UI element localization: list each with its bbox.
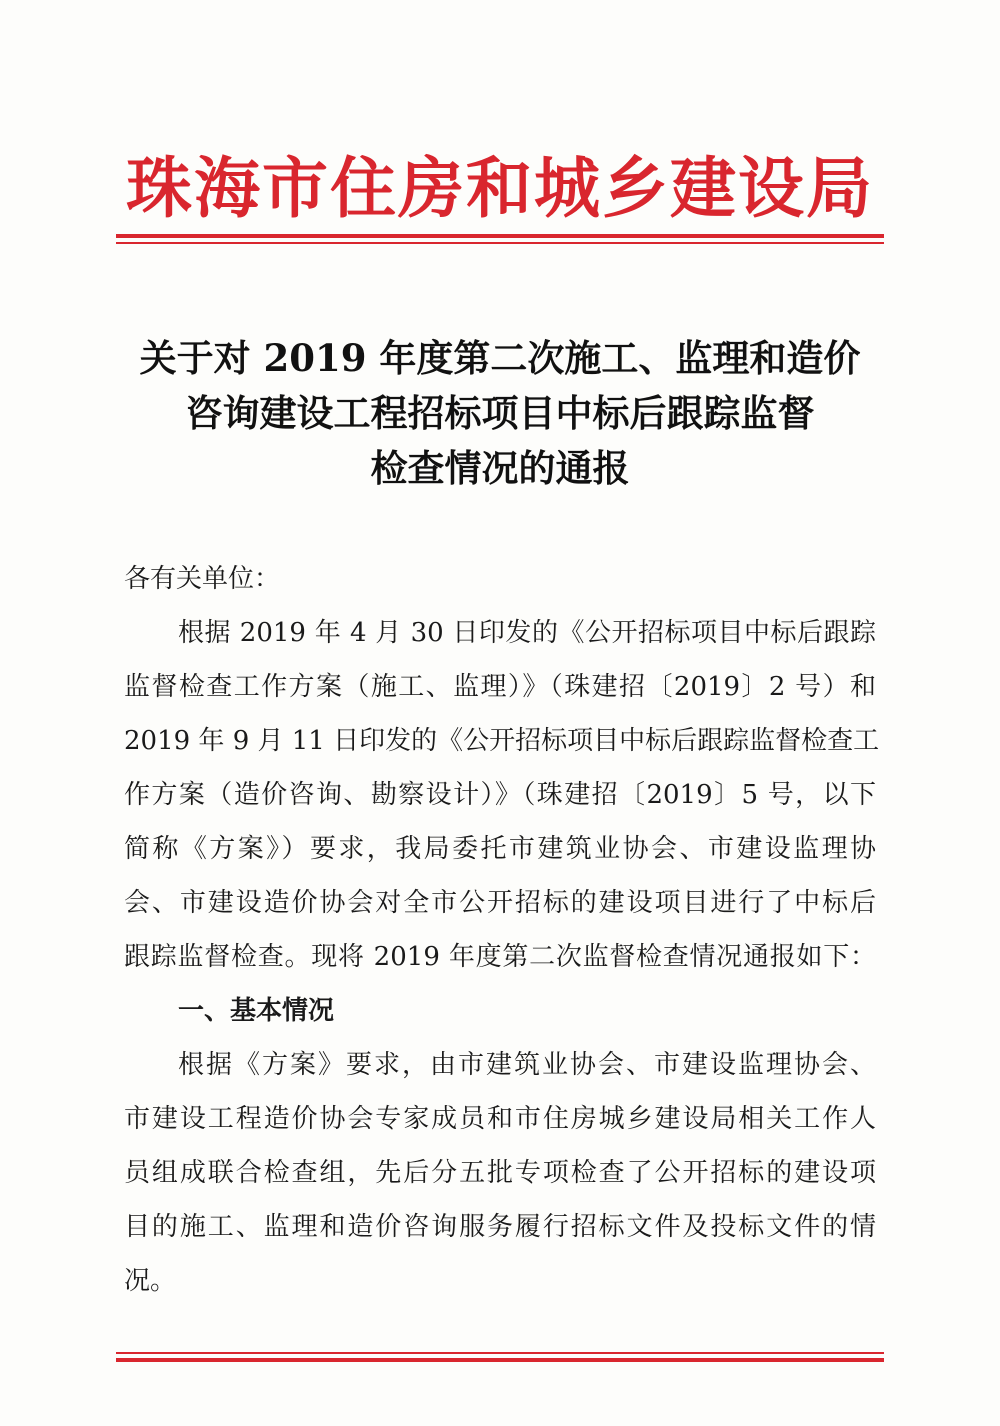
letterhead-rule-thin	[116, 242, 884, 244]
paragraph-2-line: 况。	[124, 1266, 177, 1296]
paragraph-1-line: 会、市建设造价协会对全市公开招标的建设项目进行了中标后	[124, 888, 876, 918]
paragraph-2-line: 目的施工、监理和造价咨询服务履行招标文件及投标文件的情	[124, 1212, 876, 1242]
salutation: 各有关单位：	[124, 564, 281, 594]
document-title-line-2: 咨询建设工程招标项目中标后跟踪监督	[185, 391, 815, 435]
paragraph-1-line: 2019 年 9 月 11 日印发的《公开招标项目中标后跟踪监督检查工	[124, 726, 880, 756]
paragraph-1-line: 监督检查工作方案（施工、监理）》（珠建招〔2019〕2 号）和	[124, 672, 876, 702]
paragraph-1-line: 作方案（造价咨询、勘察设计）》（珠建招〔2019〕5 号，以下	[124, 780, 876, 810]
footer-rule-thin	[116, 1352, 884, 1354]
paragraph-2-line: 员组成联合检查组，先后分五批专项检查了公开招标的建设项	[124, 1158, 876, 1188]
paragraph-1-line: 根据 2019 年 4 月 30 日印发的《公开招标项目中标后跟踪	[178, 618, 876, 648]
paragraph-1-line: 简称《方案》）要求，我局委托市建筑业协会、市建设监理协	[124, 834, 876, 864]
paragraph-2-line: 根据《方案》要求，由市建筑业协会、市建设监理协会、	[178, 1050, 876, 1080]
document-title-line-3: 检查情况的通报	[370, 446, 630, 490]
letterhead-rule-thick	[116, 234, 884, 238]
paragraph-2-line: 市建设工程造价协会专家成员和市住房城乡建设局相关工作人	[124, 1104, 876, 1134]
document-title-line-1: 关于对 2019 年度第二次施工、监理和造价	[139, 336, 861, 380]
footer-rule-thick	[116, 1358, 884, 1362]
paragraph-1-line: 跟踪监督检查。现将 2019 年度第二次监督检查情况通报如下：	[124, 942, 876, 972]
section-1-heading: 一、基本情况	[178, 996, 335, 1026]
letterhead-title: 珠海市住房和城乡建设局	[126, 149, 874, 227]
